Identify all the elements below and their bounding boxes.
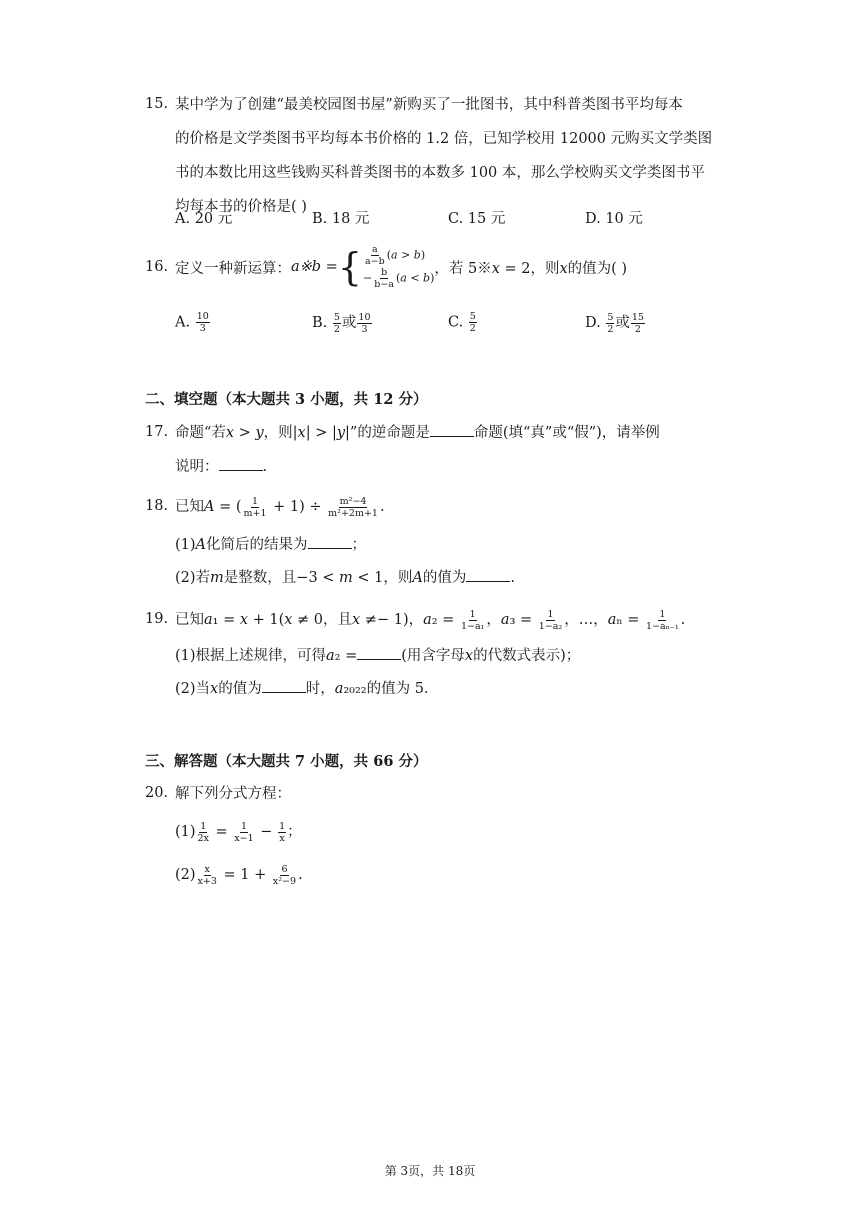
question-17 <box>145 416 720 484</box>
text-line: 均每本书的价格是( ) <box>175 199 307 215</box>
text-line: 的价格是文学类图书平均每本书价格的 1.2 倍，已知学校用 12000 元购买文学类图 <box>175 131 713 147</box>
options-row <box>175 311 735 345</box>
text-line: 书的本数比用这些钱购买科普类图书的本数多 100 本，那么学校购买文学类图书平 <box>175 165 705 181</box>
option-c: C. 15 元 <box>448 211 506 227</box>
text-prefix: 定义一种新运算： <box>175 260 291 277</box>
answer-blank <box>308 536 352 549</box>
subquestion-1: (1)𝐴化简后的结果为 ； <box>175 537 367 553</box>
option-d: D. 10 元 <box>585 211 643 227</box>
option-b: B. 18 元 <box>312 211 370 227</box>
option-a: A. $\frac{10}{3}$ <box>175 311 209 334</box>
text-line: 说明： . <box>175 459 268 475</box>
cases <box>363 244 434 290</box>
question-number: 17. <box>145 424 169 440</box>
question-text: 解下列分式方程： <box>175 786 291 802</box>
question-number: 19. <box>145 611 169 627</box>
case-2: − $\frac{b}{b-a}$ (𝑎 < 𝑏) <box>363 267 435 290</box>
question-text <box>175 416 720 484</box>
question-20 <box>145 777 720 811</box>
question-number: 18. <box>145 498 169 514</box>
question-number: 15. <box>145 96 169 112</box>
subquestion-2: (2)当𝑥的值为 时，𝑎₂₀₂₂的值为 5． <box>175 681 439 697</box>
option-a: A. 20 元 <box>175 211 233 227</box>
operation-expression: 𝑎※𝑏 = <box>291 259 338 275</box>
question-text <box>175 243 720 291</box>
question-19 <box>145 603 745 637</box>
piecewise-definition <box>338 244 435 290</box>
answer-blank <box>466 569 510 582</box>
equation-1: (1) $\frac{1}{2x}$ = $\frac{1}{x-1}$ − $\frac{1}{x}$ ； <box>175 820 302 844</box>
option-b: B. $\frac{5}{2}$ 或 $\frac{10}{3}$ <box>312 311 371 335</box>
equation-2: (2) $\frac{x}{x+3}$ = 1 + $\frac{6}{\text{x²−9}}$ . <box>175 863 303 887</box>
text-suffix: ，若 5※𝑥 = 2，则𝑥的值为( ) <box>434 260 628 277</box>
subquestion-2: (2)若𝑚是整数，且−3 < 𝑚 < 1，则𝐴的值为 . <box>175 570 515 586</box>
page-footer: 第 3页，共 18页 <box>384 1164 476 1178</box>
question-number: 16. <box>145 259 169 275</box>
answer-blank <box>262 680 306 693</box>
question-text: 已知𝐴 = ( $\frac{1}{m+1}$ + 1) ÷ $\frac{\text{m²−4}}{\text{m²+2m+1}}$ . <box>175 495 385 519</box>
question-15 <box>145 88 720 224</box>
question-18 <box>145 490 720 524</box>
question-16 <box>145 243 720 291</box>
answer-blank <box>219 458 263 471</box>
option-d: D. $\frac{5}{2}$ 或 $\frac{15}{2}$ <box>585 311 644 335</box>
question-text <box>175 88 720 224</box>
subquestion-1: (1)根据上述规律，可得𝑎₂ = (用含字母𝑥的代数式表示)； <box>175 648 581 664</box>
case-1: $\frac{a}{a-b}$ (𝑎 > 𝑏) <box>365 244 426 267</box>
question-number: 20. <box>145 785 169 801</box>
text-line: 命题“若𝑥 > 𝑦，则|𝑥| > |𝑦|”的逆命题是 命题(填“真”或“假”)，请举例 <box>175 425 660 441</box>
answer-blank <box>430 424 474 437</box>
section-heading: 三、解答题（本大题共 7 小题，共 66 分） <box>145 753 428 770</box>
answer-blank <box>357 647 401 660</box>
question-text: 已知𝑎₁ = 𝑥 + 1(𝑥 ≠ 0，且𝑥 ≠− 1)，𝑎₂ = $\frac{1}{\text{1−a₁}}$ ，𝑎₃ = $\frac{1}{\text{1−a₂}}$ ，…，𝑎ₙ = $\frac{1}{\text{1−aₙ₋₁}}$ . <box>175 608 686 632</box>
option-c: C. $\frac{5}{2}$ <box>448 311 476 334</box>
text-line: 某中学为了创建“最美校园图书屋”新购买了一批图书，其中科普类图书平均每本 <box>175 97 683 113</box>
section-heading: 二、填空题（本大题共 3 小题，共 12 分） <box>145 391 428 408</box>
options-row <box>175 207 735 237</box>
brace-symbol: { <box>337 245 363 289</box>
